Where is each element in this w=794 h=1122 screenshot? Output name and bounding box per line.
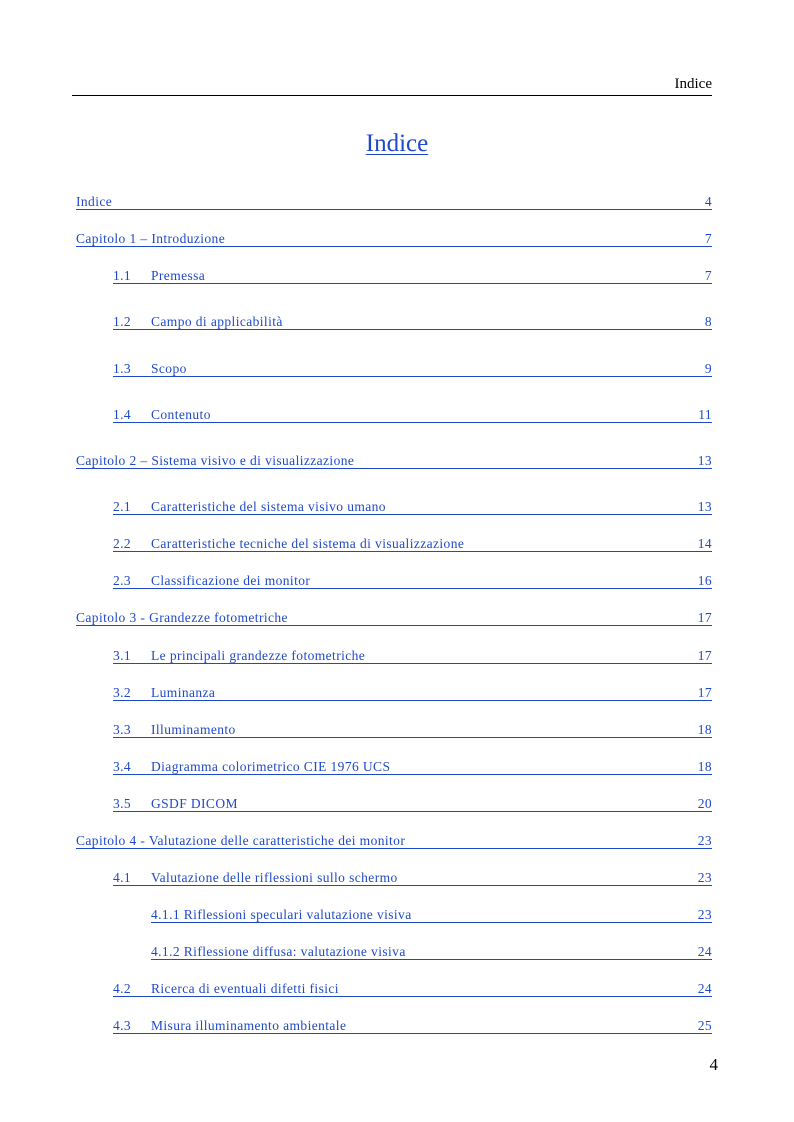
toc-entry-title: Scopo — [151, 360, 187, 376]
toc-entry[interactable] — [113, 722, 712, 738]
toc-entry-title: 4.1.1 Riflessioni speculari valutazione visiva — [151, 906, 412, 922]
toc-entry-number: 3.5 — [113, 795, 132, 811]
toc-entry-title: Ricerca di eventuali difetti fisici — [151, 980, 339, 996]
toc-entry[interactable] — [113, 268, 712, 284]
toc-entry-number: 1.1 — [113, 267, 132, 283]
toc-entry[interactable] — [113, 407, 712, 423]
toc-entry-number: 1.4 — [113, 406, 132, 422]
toc-entry-page: 16 — [697, 572, 712, 588]
toc-entry-title: Luminanza — [151, 684, 216, 700]
toc-entry-page: 18 — [697, 721, 712, 737]
toc-entry[interactable] — [113, 314, 712, 330]
toc-entry-page: 17 — [697, 609, 712, 625]
toc-entry[interactable] — [151, 907, 712, 923]
toc-entry-title: Caratteristiche del sistema visivo umano — [151, 498, 386, 514]
toc-entry-title: Diagramma colorimetrico CIE 1976 UCS — [151, 758, 391, 774]
toc-entry-title: Capitolo 2 – Sistema visivo e di visualizzazione — [76, 452, 355, 468]
toc-entry-title: Classificazione dei monitor — [151, 572, 311, 588]
toc-entry[interactable] — [113, 759, 712, 775]
toc-entry-page: 17 — [697, 684, 712, 700]
toc-entry-page: 20 — [697, 795, 712, 811]
toc-entry-number: 1.3 — [113, 360, 132, 376]
toc-entry[interactable] — [113, 981, 712, 997]
toc-entry-page: 14 — [697, 535, 712, 551]
toc-entry-title: Caratteristiche tecniche del sistema di visualizzazione — [151, 535, 465, 551]
toc-entry[interactable] — [76, 453, 712, 469]
toc-entry-number: 1.2 — [113, 313, 132, 329]
toc-entry-title: Le principali grandezze fotometriche — [151, 647, 366, 663]
toc-entry-page: 24 — [697, 980, 712, 996]
toc-entry-title: Capitolo 4 - Valutazione delle caratteristiche dei monitor — [76, 832, 406, 848]
toc-entry-number: 4.1 — [113, 869, 132, 885]
toc-entry-title: Indice — [76, 193, 113, 209]
toc-entry-page: 24 — [697, 943, 712, 959]
toc-entry[interactable] — [76, 194, 712, 210]
toc-entry[interactable] — [76, 231, 712, 247]
toc-entry-title: Misura illuminamento ambientale — [151, 1017, 347, 1033]
toc-entry[interactable] — [113, 1018, 712, 1034]
toc-entry-page: 8 — [704, 313, 712, 329]
toc-entry-page: 17 — [697, 647, 712, 663]
toc-entry-title: GSDF DICOM — [151, 795, 238, 811]
toc-entry-title: Contenuto — [151, 406, 211, 422]
toc-entry[interactable] — [113, 648, 712, 664]
toc-entry-page: 18 — [697, 758, 712, 774]
toc-entry-title: Valutazione delle riflessioni sullo schermo — [151, 869, 398, 885]
toc-entry-page: 23 — [697, 832, 712, 848]
toc-entry[interactable] — [76, 833, 712, 849]
toc-entry-number: 3.1 — [113, 647, 132, 663]
toc-entry-title: Illuminamento — [151, 721, 236, 737]
toc-entry-number: 3.3 — [113, 721, 132, 737]
toc-entry-title: Premessa — [151, 267, 206, 283]
toc-entry-number: 4.3 — [113, 1017, 132, 1033]
toc-entry-page: 7 — [704, 267, 712, 283]
toc-entry[interactable] — [113, 685, 712, 701]
toc-entry-page: 23 — [697, 869, 712, 885]
toc-entry-number: 4.2 — [113, 980, 132, 996]
toc-entry-number: 3.2 — [113, 684, 132, 700]
toc-entry-page: 11 — [698, 406, 712, 422]
toc-entry[interactable] — [113, 573, 712, 589]
toc-entry-title: Capitolo 3 - Grandezze fotometriche — [76, 609, 288, 625]
toc-entry-page: 9 — [704, 360, 712, 376]
toc-entry[interactable] — [113, 536, 712, 552]
toc-entry-number: 2.3 — [113, 572, 132, 588]
toc-entry-title: Campo di applicabilità — [151, 313, 283, 329]
toc-entry-title: Capitolo 1 – Introduzione — [76, 230, 226, 246]
toc-entry-page: 25 — [697, 1017, 712, 1033]
toc-entry-number: 2.2 — [113, 535, 132, 551]
page-title: Indice — [365, 130, 429, 157]
toc-entry-title: 4.1.2 Riflessione diffusa: valutazione visiva — [151, 943, 406, 959]
toc-entry-number: 2.1 — [113, 498, 132, 514]
toc-entry[interactable] — [113, 796, 712, 812]
toc-entry-page: 13 — [697, 452, 712, 468]
toc-entry[interactable] — [113, 870, 712, 886]
running-header-title: Indice — [674, 76, 712, 92]
toc-entry-page: 4 — [704, 193, 712, 209]
toc-entry[interactable] — [151, 944, 712, 960]
toc-entry-number: 3.4 — [113, 758, 132, 774]
toc-entry-page: 13 — [697, 498, 712, 514]
toc-entry[interactable] — [113, 499, 712, 515]
toc-entry[interactable] — [76, 610, 712, 626]
toc-entry[interactable] — [113, 361, 712, 377]
page-number: 4 — [709, 1055, 718, 1074]
toc-entry-page: 23 — [697, 906, 712, 922]
toc-entry-page: 7 — [704, 230, 712, 246]
